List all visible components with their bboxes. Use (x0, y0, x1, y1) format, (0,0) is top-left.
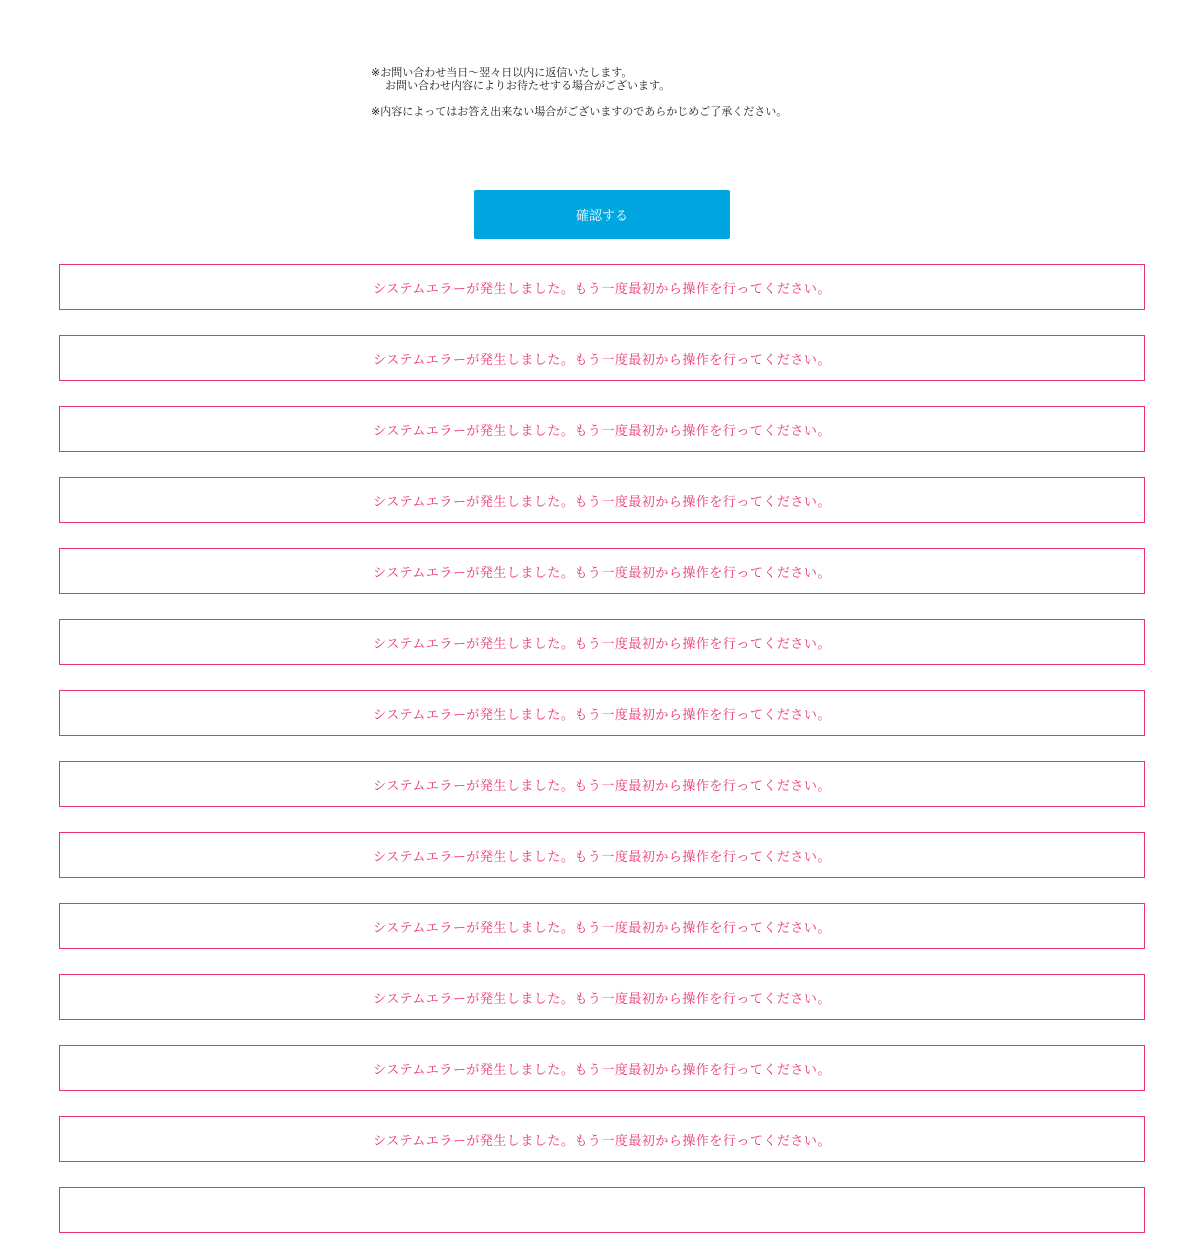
error-message: システムエラーが発生しました。もう一度最初から操作を行ってください。 (59, 903, 1145, 949)
error-message: システムエラーが発生しました。もう一度最初から操作を行ってください。 (59, 619, 1145, 665)
error-message: システムエラーが発生しました。もう一度最初から操作を行ってください。 (59, 406, 1145, 452)
error-message: システムエラーが発生しました。もう一度最初から操作を行ってください。 (59, 264, 1145, 310)
error-list (59, 264, 1145, 1258)
error-message: システムエラーが発生しました。もう一度最初から操作を行ってください。 (59, 761, 1145, 807)
note-wait: お問い合わせ内容によりお待たせする場合がございます。 (385, 79, 671, 92)
error-message: システムエラーが発生しました。もう一度最初から操作を行ってください。 (59, 1045, 1145, 1091)
error-message: システムエラーが発生しました。もう一度最初から操作を行ってください。 (59, 974, 1145, 1020)
confirm-button[interactable]: 確認する (474, 190, 730, 239)
error-message: システムエラーが発生しました。もう一度最初から操作を行ってください。 (59, 335, 1145, 381)
error-message (59, 1187, 1145, 1233)
error-message: システムエラーが発生しました。もう一度最初から操作を行ってください。 (59, 548, 1145, 594)
note-disclaimer: ※内容によってはお答え出来ない場合がございますのであらかじめご了承ください。 (371, 105, 788, 118)
error-message: システムエラーが発生しました。もう一度最初から操作を行ってください。 (59, 1116, 1145, 1162)
error-message: システムエラーが発生しました。もう一度最初から操作を行ってください。 (59, 477, 1145, 523)
error-message: システムエラーが発生しました。もう一度最初から操作を行ってください。 (59, 690, 1145, 736)
contact-notes (371, 66, 787, 118)
note-reply-time: ※お問い合わせ当日〜翌々日以内に返信いたします。 (371, 66, 633, 79)
error-message: システムエラーが発生しました。もう一度最初から操作を行ってください。 (59, 832, 1145, 878)
